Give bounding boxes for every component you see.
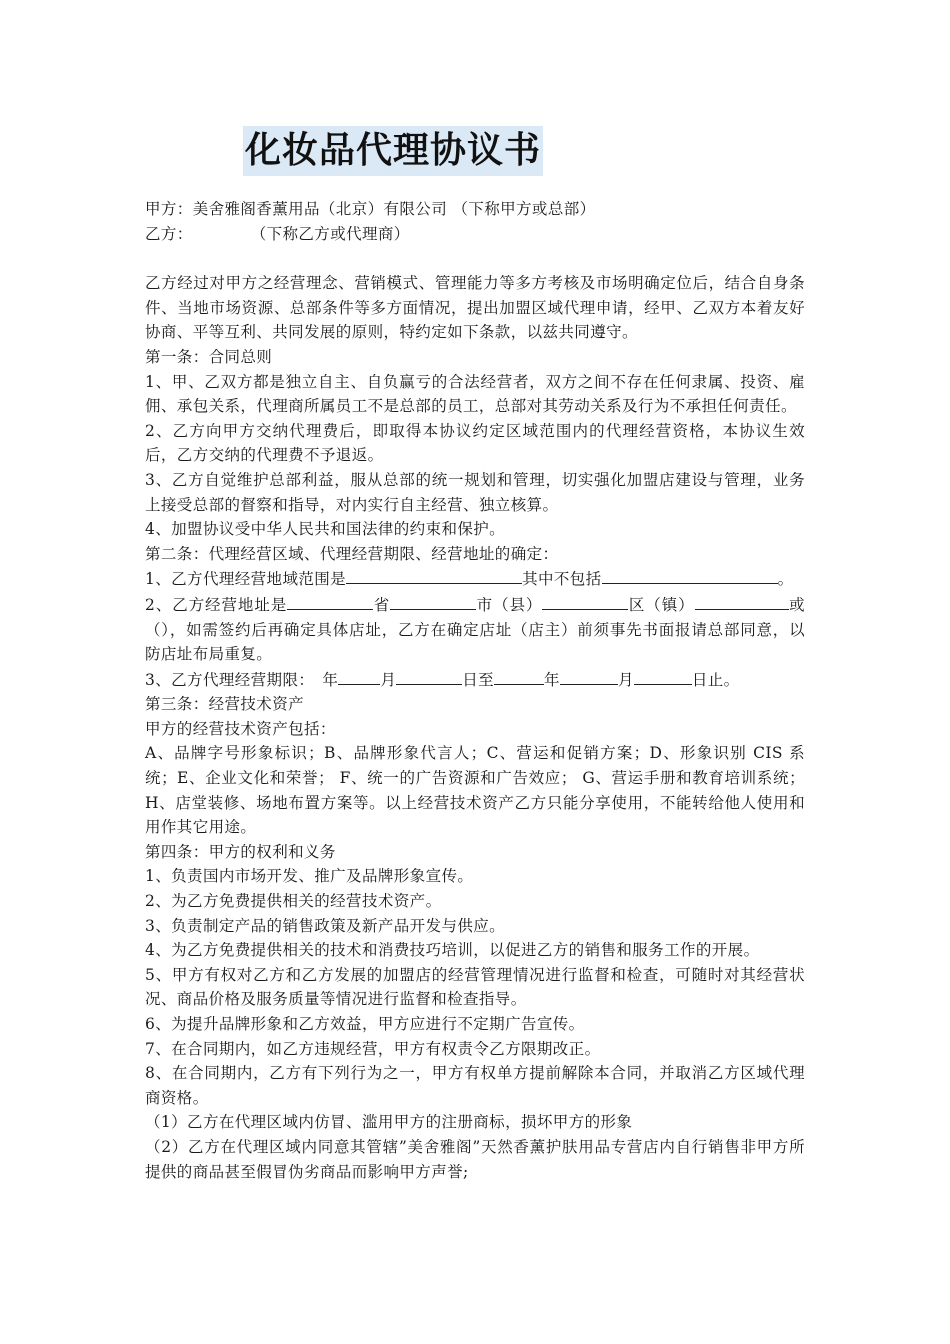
article-4-item: 2、为乙方免费提供相关的经营技术资产。 <box>145 892 442 911</box>
blank-field <box>287 592 373 610</box>
article-4-item: 8、在合同期内，乙方有下列行为之一，甲方有权单方提前解除本合同，并取消乙方区域代理商资格。 <box>145 1064 805 1107</box>
day-end-label: 日止。 <box>691 670 740 689</box>
article-2-item-2 <box>145 592 805 667</box>
month-label: 月 <box>380 670 397 689</box>
blank-field <box>338 667 380 685</box>
article-1-heading: 第一条：合同总则 <box>145 347 273 366</box>
article-4-item: 5、甲方有权对乙方和乙方发展的加盟店的经营管理情况进行监督和检查，可随时对其经营状况、商品价格及服务质量等情况进行监督和检查指导。 <box>145 965 805 1009</box>
district-label: 区（镇） <box>628 595 695 614</box>
blank-field <box>695 592 775 610</box>
article-1-item: 2、乙方向甲方交纳代理费后，即取得本协议约定区域范围内的代理经营资格，本协议生效后，乙方交纳的代理费不予退返。 <box>145 421 805 465</box>
article-3-sub: 甲方的经营技术资产包括： <box>145 719 336 738</box>
year-label: 年 <box>544 670 560 689</box>
blank-field <box>494 667 544 685</box>
blank-field <box>775 592 789 610</box>
party-b-label: 乙方： <box>145 224 193 243</box>
exclude-label: 其中不包括 <box>522 570 602 589</box>
month-label: 月 <box>617 670 634 689</box>
document-body <box>145 197 805 1184</box>
article-1-item: 4、加盟协议受中华人民共和国法律的约束和保护。 <box>145 520 506 539</box>
article-3-heading: 第三条：经营技术资产 <box>145 695 305 714</box>
article-4-item: 1、负责国内市场开发、推广及品牌形象宣传。 <box>145 867 474 886</box>
article-2-item-1 <box>145 566 805 592</box>
article-4-subitem: （1）乙方在代理区域内仿冒、滥用甲方的注册商标，损坏甲方的形象 <box>145 1113 633 1132</box>
article-4-heading: 第四条：甲方的权利和义务 <box>145 842 336 861</box>
term-label: 3、乙方代理经营期限： 年 <box>145 670 339 689</box>
address-label: 2、乙方经营地址是 <box>145 595 288 614</box>
period: 。 <box>777 570 794 589</box>
article-4-item: 4、为乙方免费提供相关的技术和消费技巧培训，以促进乙方的销售和服务工作的开展。 <box>145 941 760 960</box>
article-2-heading: 第二条：代理经营区域、代理经营期限、经营地址的确定： <box>145 544 559 563</box>
blank-field <box>542 592 628 610</box>
article-4-subitem: （2）乙方在代理区域内同意其管辖”美舍雅阁”天然香薰护肤用品专营店内自行销售非甲方所提供的商品甚至假冒伪劣商品而影响甲方声誉; <box>145 1137 805 1181</box>
party-a-line: 甲方：美舍雅阁香薰用品（北京）有限公司 （下称甲方或总部） <box>145 200 596 218</box>
blank-field <box>602 566 778 584</box>
blank-field <box>560 667 618 685</box>
blank-field <box>396 667 462 685</box>
article-1-item: 3、乙方自觉维护总部利益，服从总部的统一规划和管理，切实强化加盟店建设与管理，业务上接受总部的督察和指导，对内实行自主经营、独立核算。 <box>145 470 805 514</box>
article-4-item: 7、在合同期内，如乙方违规经营，甲方有权责令乙方限期改正。 <box>145 1039 601 1058</box>
blank-field <box>390 592 476 610</box>
area-label: 1、乙方代理经营地域范围是 <box>145 570 347 589</box>
title-block <box>243 126 543 176</box>
article-3-text: A、品牌字号形象标识；B、品牌形象代言人；C、营运和促销方案；D、形象识别 CIS 系统；E、企业文化和荣誉； F、统一的广告资源和广告效应； G、营运手册和教育培训系统； H、店堂装修、场地布置方案等。以上经营技术资产乙方只能分享使用，不能转给他人使用和用作其它用途。 <box>145 744 805 837</box>
intro-paragraph: 乙方经过对甲方之经营理念、营销模式、管理能力等多方考核及市场明确定位后，结合自身条件、当地市场资源、总部条件等多方面情况，提出加盟区域代理申请，经甲、乙双方本着友好协商、平等互利、共同发展的原则，特约定如下条款，以兹共同遵守。 <box>145 274 805 342</box>
blank-field <box>346 566 522 584</box>
city-label: 市（县） <box>476 595 543 614</box>
article-2-item-3 <box>145 667 805 693</box>
document-title: 化妆品代理协议书 <box>243 126 543 176</box>
article-4-item: 6、为提升品牌形象和乙方效益，甲方应进行不定期广告宣传。 <box>145 1015 585 1033</box>
province-label: 省 <box>373 595 391 614</box>
article-1-item: 1、甲、乙双方都是独立自主、自负赢亏的合法经营者，双方之间不存在任何隶属、投资、雇佣、承包关系，代理商所属员工不是总部的员工，总部对其劳动关系及行为不承担任何责任。 <box>145 372 805 416</box>
article-4-item: 3、负责制定产品的销售政策及新产品开发与供应。 <box>145 916 506 935</box>
day-to-label: 日至 <box>462 670 495 689</box>
blank-field <box>634 667 692 685</box>
party-b-line <box>145 222 805 247</box>
party-b-note: （下称乙方或代理商） <box>250 224 410 243</box>
address-note: 或（），如需签约后再确定具体店址，乙方在确定店址（店主）前须事先书面报请总部同意，以防店址布局重复。 <box>145 595 805 664</box>
